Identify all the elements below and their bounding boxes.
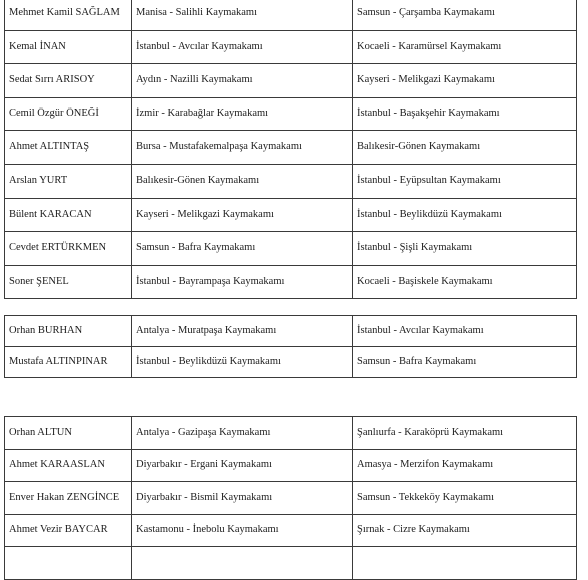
- table-row: [5, 30, 577, 64]
- name-cell: Arslan YURT: [5, 164, 132, 198]
- current-post-cell: İstanbul - Avcılar Kaymakamı: [132, 30, 353, 64]
- name-cell: Cemil Özgür ÖNEĞİ: [5, 97, 132, 131]
- current-post-cell: Samsun - Bafra Kaymakamı: [132, 232, 353, 266]
- name-cell: Mehmet Kamil SAĞLAM: [5, 0, 132, 30]
- new-post-cell: Şırnak - Cizre Kaymakamı: [353, 514, 577, 547]
- current-post-cell: Antalya - Gazipaşa Kaymakamı: [132, 417, 353, 450]
- table-row: [5, 0, 577, 30]
- table-row: [5, 198, 577, 232]
- name-cell: Ahmet KARAASLAN: [5, 449, 132, 482]
- current-post-cell: Diyarbakır - Bismil Kaymakamı: [132, 482, 353, 515]
- name-cell: Soner ŞENEL: [5, 265, 132, 299]
- appointments-table-1: [4, 0, 577, 299]
- appointments-table-2: [4, 315, 577, 378]
- name-cell: Bülent KARACAN: [5, 198, 132, 232]
- new-post-cell: İstanbul - Eyüpsultan Kaymakamı: [353, 164, 577, 198]
- current-post-cell: Balıkesir-Gönen Kaymakamı: [132, 164, 353, 198]
- new-post-cell: Amasya - Merzifon Kaymakamı: [353, 449, 577, 482]
- new-post-cell: Şanlıurfa - Karaköprü Kaymakamı: [353, 417, 577, 450]
- current-post-cell: Diyarbakır - Ergani Kaymakamı: [132, 449, 353, 482]
- current-post-cell: Aydın - Nazilli Kaymakamı: [132, 64, 353, 98]
- table-row: [5, 265, 577, 299]
- current-post-cell: [132, 547, 353, 580]
- table-row: [5, 417, 577, 450]
- name-cell: Enver Hakan ZENGİNCE: [5, 482, 132, 515]
- name-cell: Ahmet ALTINTAŞ: [5, 131, 132, 165]
- name-cell: Sedat Sırrı ARISOY: [5, 64, 132, 98]
- table-row: [5, 97, 577, 131]
- name-cell: Kemal İNAN: [5, 30, 132, 64]
- new-post-cell: Kocaeli - Başiskele Kaymakamı: [353, 265, 577, 299]
- name-cell: Ahmet Vezir BAYCAR: [5, 514, 132, 547]
- new-post-cell: İstanbul - Avcılar Kaymakamı: [353, 316, 577, 347]
- current-post-cell: Bursa - Mustafakemalpaşa Kaymakamı: [132, 131, 353, 165]
- current-post-cell: İstanbul - Beylikdüzü Kaymakamı: [132, 347, 353, 378]
- new-post-cell: Samsun - Bafra Kaymakamı: [353, 347, 577, 378]
- new-post-cell: Kayseri - Melikgazi Kaymakamı: [353, 64, 577, 98]
- table-row: [5, 164, 577, 198]
- name-cell: Orhan ALTUN: [5, 417, 132, 450]
- table-row: [5, 482, 577, 515]
- new-post-cell: Samsun - Çarşamba Kaymakamı: [353, 0, 577, 30]
- new-post-cell: [353, 547, 577, 580]
- name-cell: Cevdet ERTÜRKMEN: [5, 232, 132, 266]
- table-row: [5, 347, 577, 378]
- new-post-cell: İstanbul - Beylikdüzü Kaymakamı: [353, 198, 577, 232]
- table-row: [5, 131, 577, 165]
- name-cell: [5, 547, 132, 580]
- table-row: [5, 316, 577, 347]
- name-cell: Orhan BURHAN: [5, 316, 132, 347]
- name-cell: Mustafa ALTINPINAR: [5, 347, 132, 378]
- table-row: [5, 449, 577, 482]
- current-post-cell: Kastamonu - İnebolu Kaymakamı: [132, 514, 353, 547]
- current-post-cell: Antalya - Muratpaşa Kaymakamı: [132, 316, 353, 347]
- current-post-cell: Kayseri - Melikgazi Kaymakamı: [132, 198, 353, 232]
- new-post-cell: İstanbul - Başakşehir Kaymakamı: [353, 97, 577, 131]
- table-row: [5, 514, 577, 547]
- table-row: [5, 232, 577, 266]
- current-post-cell: İzmir - Karabağlar Kaymakamı: [132, 97, 353, 131]
- table-row: [5, 64, 577, 98]
- new-post-cell: Samsun - Tekkeköy Kaymakamı: [353, 482, 577, 515]
- table-row: [5, 547, 577, 580]
- new-post-cell: İstanbul - Şişli Kaymakamı: [353, 232, 577, 266]
- new-post-cell: Balıkesir-Gönen Kaymakamı: [353, 131, 577, 165]
- current-post-cell: İstanbul - Bayrampaşa Kaymakamı: [132, 265, 353, 299]
- current-post-cell: Manisa - Salihli Kaymakamı: [132, 0, 353, 30]
- new-post-cell: Kocaeli - Karamürsel Kaymakamı: [353, 30, 577, 64]
